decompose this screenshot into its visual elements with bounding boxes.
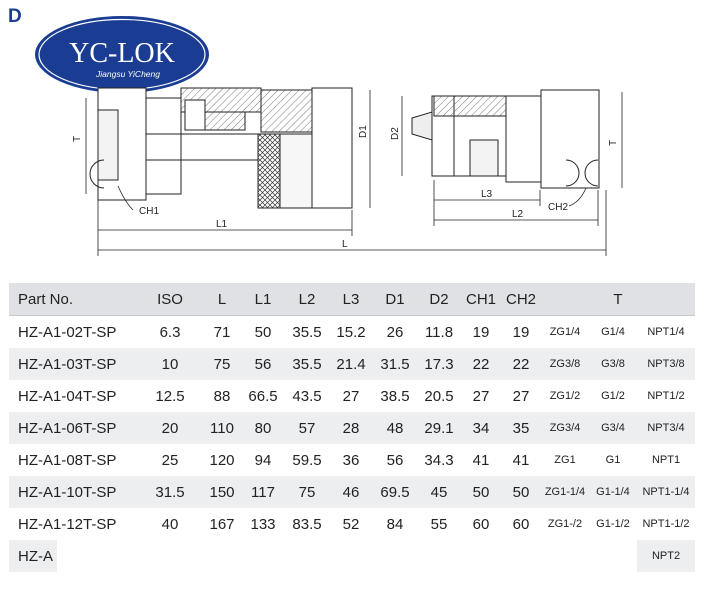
cell-iso: 20 xyxy=(137,412,203,444)
coupling-drawing xyxy=(0,0,707,280)
dim-label-t-right: T xyxy=(608,139,619,146)
cell-t-npt: NPT1/4 xyxy=(647,326,685,338)
cell-part-no: HZ-A1-08T-SP xyxy=(18,451,117,469)
cell-d1: 84 xyxy=(386,515,404,533)
cell-part-no: HZ-A1-02T-SP xyxy=(18,323,117,341)
cell-part-no: HZ-A xyxy=(9,540,137,572)
cell-l: 150 xyxy=(203,476,241,508)
cell-l2: 83.5 xyxy=(292,515,322,533)
cell-l: 167 xyxy=(209,515,235,533)
logo-brand: YC-LOK xyxy=(69,38,175,69)
cell-d1: 48 xyxy=(373,412,417,444)
cell-t-npt: NPT3/4 xyxy=(637,412,695,444)
header-d1: D1 xyxy=(373,283,417,316)
cell-ch2: 22 xyxy=(501,348,541,380)
cell-iso: 12.5 xyxy=(155,387,185,405)
cell-l1: 66.5 xyxy=(248,387,278,405)
dim-label-l3: L3 xyxy=(481,189,493,200)
cell-t-g: G1/2 xyxy=(601,390,625,402)
cell-l2: 35.5 xyxy=(292,323,322,341)
dim-label-d1: D1 xyxy=(358,125,369,138)
table-row xyxy=(9,412,695,444)
cell-part-no: HZ-A1-06T-SP xyxy=(9,412,137,444)
cell-t-g: G1 xyxy=(605,454,621,466)
cell-t-npt: NPT3/8 xyxy=(637,348,695,380)
cell-l2: 75 xyxy=(285,476,329,508)
female-coupler xyxy=(90,88,352,208)
cell-l: 88 xyxy=(213,387,231,405)
cell-d1: 69.5 xyxy=(373,476,417,508)
cell-t-zg: ZG1-/2 xyxy=(547,518,583,530)
cell-l: 110 xyxy=(203,412,241,444)
cell-d2: 20.5 xyxy=(424,387,454,405)
cell-l2: 57 xyxy=(285,412,329,444)
dim-label-l: L xyxy=(342,239,348,250)
header-l: L xyxy=(203,283,241,316)
header-d2: D2 xyxy=(417,283,461,316)
cell-ch1: 50 xyxy=(461,476,501,508)
cell-part-no: HZ-A1-12T-SP xyxy=(18,515,117,533)
header-iso: ISO xyxy=(137,283,203,316)
cell-t-g: G1-1/2 xyxy=(596,518,630,530)
cell-l3: 36 xyxy=(342,451,360,469)
table-row xyxy=(9,380,695,412)
cell-t-g: G3/4 xyxy=(589,412,637,444)
cell-d2: 55 xyxy=(430,515,448,533)
cell-ch1: 34 xyxy=(461,412,501,444)
dim-label-t-left: T xyxy=(72,135,83,142)
section-letter: D xyxy=(8,6,22,27)
cell-l3: 21.4 xyxy=(329,348,373,380)
cell-l3: 15.2 xyxy=(336,323,366,341)
cell-ch2: 60 xyxy=(512,515,530,533)
cell-l3: 27 xyxy=(342,387,360,405)
cell-iso: 10 xyxy=(137,348,203,380)
cell-d1: 31.5 xyxy=(373,348,417,380)
page-bottom-margin xyxy=(0,577,707,597)
cell-l1: 94 xyxy=(254,451,272,469)
table-row xyxy=(9,508,695,540)
dim-label-l2: L2 xyxy=(512,209,524,220)
dim-label-ch2: CH2 xyxy=(548,202,569,213)
cell-ch2: 19 xyxy=(512,323,530,341)
cell-t-npt: NPT1 xyxy=(651,454,681,466)
table-row xyxy=(9,476,695,508)
cell-t-zg: ZG1/4 xyxy=(549,326,581,338)
cell-d1: 56 xyxy=(386,451,404,469)
cell-part-no: HZ-A1-03T-SP xyxy=(9,348,137,380)
header-l2: L2 xyxy=(285,283,329,316)
cell-l1: 80 xyxy=(241,412,285,444)
logo-tagline: Jiangsu YiCheng xyxy=(96,69,160,79)
cell-t-npt: NPT1-1/4 xyxy=(637,476,695,508)
cell-ch2: 35 xyxy=(501,412,541,444)
cell-l2: 59.5 xyxy=(292,451,322,469)
cell-l2: 43.5 xyxy=(292,387,322,405)
cell-t-npt: NPT1-1/2 xyxy=(642,518,690,530)
cell-iso: 31.5 xyxy=(137,476,203,508)
header-ch1: CH1 xyxy=(461,283,501,316)
cell-l3: 52 xyxy=(342,515,360,533)
cell-t-zg: ZG1 xyxy=(554,454,576,466)
cell-iso: 6.3 xyxy=(159,323,181,341)
cell-l: 71 xyxy=(213,323,231,341)
header-part-no: Part No. xyxy=(9,283,137,316)
cell-t-g: G1-1/4 xyxy=(589,476,637,508)
cell-t-npt: NPT1/2 xyxy=(647,390,685,402)
cell-ch1: 60 xyxy=(472,515,490,533)
cell-l1: 117 xyxy=(241,476,285,508)
cell-d2: 11.8 xyxy=(424,323,454,341)
cell-iso: 25 xyxy=(161,451,179,469)
spec-table xyxy=(9,283,695,572)
cell-part-no: HZ-A1-04T-SP xyxy=(18,387,117,405)
cell-d1: 38.5 xyxy=(380,387,410,405)
table-row xyxy=(9,348,695,380)
header-ch2: CH2 xyxy=(501,283,541,316)
cell-ch1: 41 xyxy=(472,451,490,469)
dim-label-ch1: CH1 xyxy=(139,206,160,217)
cell-d2: 45 xyxy=(417,476,461,508)
cell-l1: 56 xyxy=(241,348,285,380)
cell-ch2: 50 xyxy=(501,476,541,508)
cell-iso: 40 xyxy=(161,515,179,533)
dim-label-l1: L1 xyxy=(216,219,228,230)
cell-ch2: 41 xyxy=(512,451,530,469)
cell-t-zg: ZG1/2 xyxy=(549,390,581,402)
cell-l3: 28 xyxy=(329,412,373,444)
table-row xyxy=(9,444,695,476)
dim-label-d2: D2 xyxy=(390,127,401,140)
image-cut-overlay xyxy=(57,540,637,577)
cell-l1: 133 xyxy=(250,515,276,533)
cell-t-zg: ZG1-1/4 xyxy=(541,476,589,508)
male-plug xyxy=(412,90,599,188)
header-t: T xyxy=(541,283,695,316)
cell-part-no: HZ-A1-10T-SP xyxy=(9,476,137,508)
cell-d2: 34.3 xyxy=(424,451,454,469)
cell-l: 120 xyxy=(209,451,235,469)
cell-l2: 35.5 xyxy=(285,348,329,380)
cell-l3: 46 xyxy=(329,476,373,508)
cell-l: 75 xyxy=(203,348,241,380)
table-header-row xyxy=(9,283,695,316)
cell-l1: 50 xyxy=(254,323,272,341)
cell-t-npt: NPT2 xyxy=(637,540,695,572)
cell-t-zg: ZG3/8 xyxy=(541,348,589,380)
cell-d2: 29.1 xyxy=(417,412,461,444)
cell-d1: 26 xyxy=(386,323,404,341)
cell-t-zg: ZG3/4 xyxy=(541,412,589,444)
cell-ch1: 22 xyxy=(461,348,501,380)
cell-d2: 17.3 xyxy=(417,348,461,380)
cell-t-g: G1/4 xyxy=(601,326,625,338)
header-l3: L3 xyxy=(329,283,373,316)
header-l1: L1 xyxy=(241,283,285,316)
table-row xyxy=(9,316,695,349)
cell-t-g: G3/8 xyxy=(589,348,637,380)
cell-ch2: 27 xyxy=(512,387,530,405)
cell-ch1: 19 xyxy=(472,323,490,341)
cell-ch1: 27 xyxy=(472,387,490,405)
